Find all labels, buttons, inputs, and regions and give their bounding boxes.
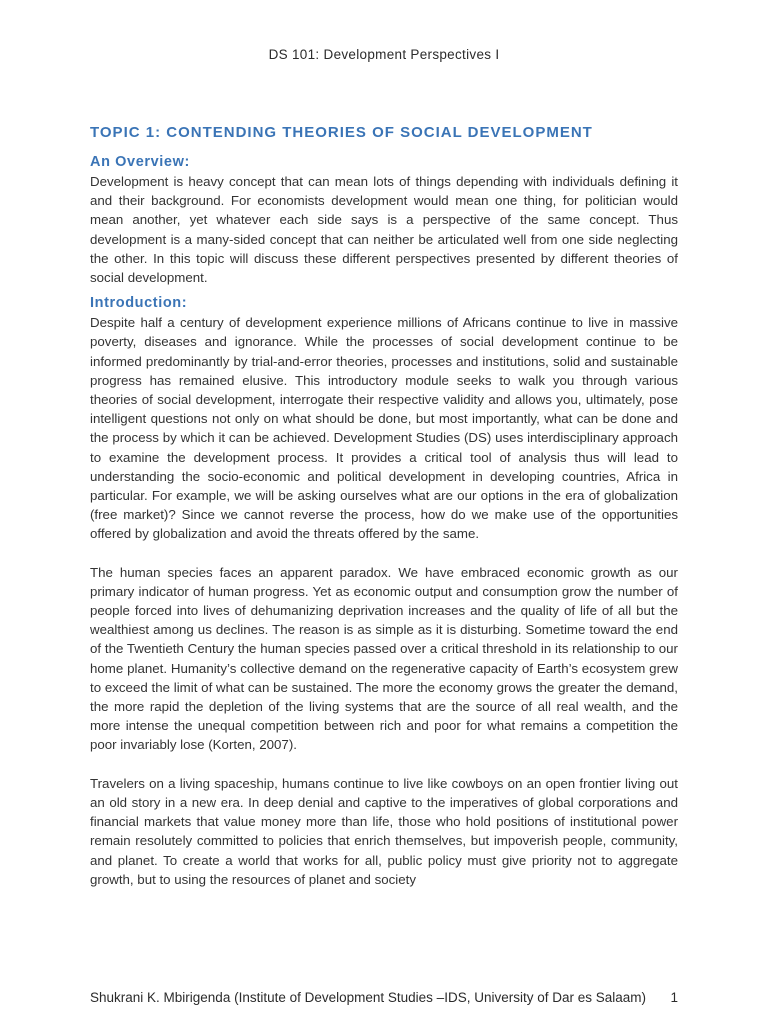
page-content [90, 124, 678, 889]
introduction-paragraph-1: Despite half a century of development experience millions of Africans continue to live in massive poverty, diseases and ignorance. While the processes of social development continue to be informed predominantly by trial-and-error theories, processes and institutions, solid and sustainable progress has remained elusive. This introductory module seeks to walk you through various theories of social development, interrogate their respective validity and allows you, ultimately, pose intelligent questions not only on what should be done, but most importantly, what can be done and the process by which it can be achieved. Development Studies (DS) uses interdisciplinary approach to examine the development process. It provides a critical tool of analysis thus will lead to understanding the socio-economic and political development in developing countries, Africa in particular. For example, we will be asking ourselves what are our options in the era of globalization (free market)? Since we cannot reverse the process, how do we make use of the opportunities offered by globalization and avoid the threats offered by the same. [90, 315, 678, 542]
page-footer [90, 990, 678, 1005]
overview-paragraph: Development is heavy concept that can mean lots of things depending with individuals defining it and their background. For economists development would mean one thing, for politician would mean another, yet whatever each side says is a perspective of the same concept. Thus development is a many-sided concept that can neither be articulated well from one side neglecting the other. In this topic will discuss these different perspectives presented by different theories of social development. [90, 174, 678, 286]
introduction-paragraph-2: The human species faces an apparent paradox. We have embraced economic growth as our primary indicator of human progress. Yet as economic output and consumption grow the number of people forced into lives of dehumanizing deprivation increases and the quality of life of all but the wealthiest among us declines. The reason is as simple as it is disturbing. Sometime toward the end of the Twentieth Century the human species passed over a critical threshold in its relationship to our home planet. Humanity’s collective demand on the regenerative capacity of Earth’s ecosystem grew to exceed the limit of what can be sustained. The more the economy grows the greater the demand, the more rapid the depletion of the living systems that are the source of all real wealth, and the more intense the unequal competition between rich and poor for what remains a competition the poor invariably lose (Korten, 2007). [90, 564, 678, 753]
introduction-paragraph-3: Travelers on a living spaceship, humans continue to live like cowboys on an open frontier living out an old story in a new era. In deep denial and captive to the imperatives of global corporations and financial markets that value money more than life, those who hold positions of institutional power remain resolutely committed to policies that enrich themselves, but impoverish people, community, and planet. To create a world that works for all, public policy must give priority not to aggregate growth, but to using the resources of planet and society [90, 775, 678, 887]
introduction-heading: Introduction: [90, 295, 188, 312]
overview-heading: An Overview: [90, 154, 190, 170]
footer-page-number: 1 [670, 990, 678, 1005]
footer-author: Shukrani K. Mbirigenda (Institute of Development Studies –IDS, University of Dar es Salaam) [90, 990, 646, 1005]
page-header: DS 101: Development Perspectives I [268, 47, 500, 62]
topic-title: TOPIC 1: CONTENDING THEORIES OF SOCIAL DEVELOPMENT [90, 124, 593, 141]
